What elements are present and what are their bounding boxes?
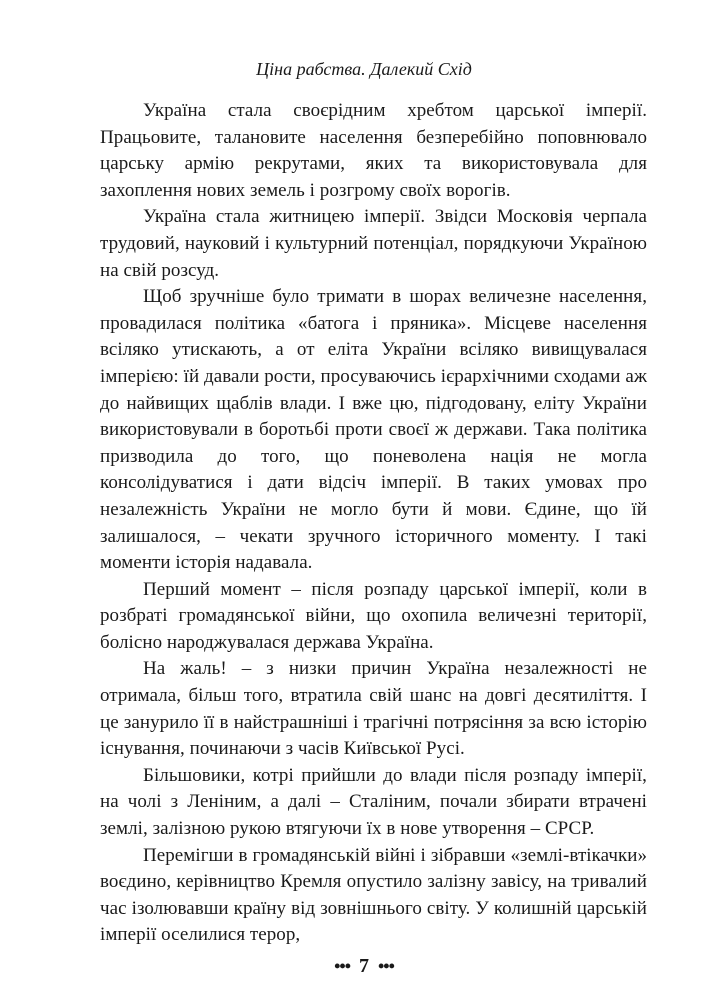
paragraph: Перший момент – після розпаду царської імперії, коли в розбраті громадянської війни, що охопила величезні території, болісно народжувалася держава Україна. (100, 578, 647, 653)
paragraph: Більшовики, котрі прийшли до влади після розпаду імперії, на чолі з Леніним, а далі – Сталіним, почали збирати втрачені землі, залізною рукою втягуючи їх в нове утворення – СРСР. (100, 764, 647, 840)
ornament-right: ••• (378, 956, 394, 976)
running-header: Ціна рабства. Далекий Схід (256, 59, 472, 79)
page-number: 7 (359, 955, 369, 977)
paragraph: Перемігши в громадянській війні і зібравши «землі-втікачки» воєдино, керівництво Кремля опустило залізну завісу, на тривалий час ізолювавши країну від зовнішнього світу. У колишній царській імперії оселилися терор, (100, 844, 647, 946)
paragraph: Україна стала житницею імперії. Звідси Московія черпала трудовий, науковий і культурний потенціал, порядкуючи Україною на свій розсуд. (100, 206, 647, 281)
page-footer (0, 953, 728, 979)
paragraph: На жаль! – з низки причин Україна незалежності не отримала, більш того, втратила свій шанс на довгі десятиліття. І це занурило її в найстрашніші і трагічні потрясіння за всю історію існування, починаючи з часів Київської Русі. (100, 658, 647, 760)
body-text (100, 98, 647, 949)
paragraph: Україна стала своєрідним хребтом царської імперії. Працьовите, талановите населення безперебійно поповнювало царську армію рекрутами, яких та використовувала для захоплення нових земель і розгрому своїх ворогів. (100, 100, 647, 201)
ornament-left: ••• (334, 956, 350, 976)
paragraph: Щоб зручніше було тримати в шорах величезне населення, провадилася політика «батога і пряника». Місцеве населення всіляко утискають, а от еліта України всіляко вивищувалася імперією: їй давали рости, просуваючись ієрархічними сходами аж до найвищих щаблів влади. І вже цю, підгодовану, еліту України використовували в боротьбі проти своєї ж держави. Така політика призводила до того, що поневолена нація не могла консолідуватися і дати відсіч імперії. В таких умовах про незалежність України не могло бути й мови. Єдине, що їй залишалося, – чекати зручного історичного моменту. І такі моменти історія надавала. (100, 286, 647, 574)
